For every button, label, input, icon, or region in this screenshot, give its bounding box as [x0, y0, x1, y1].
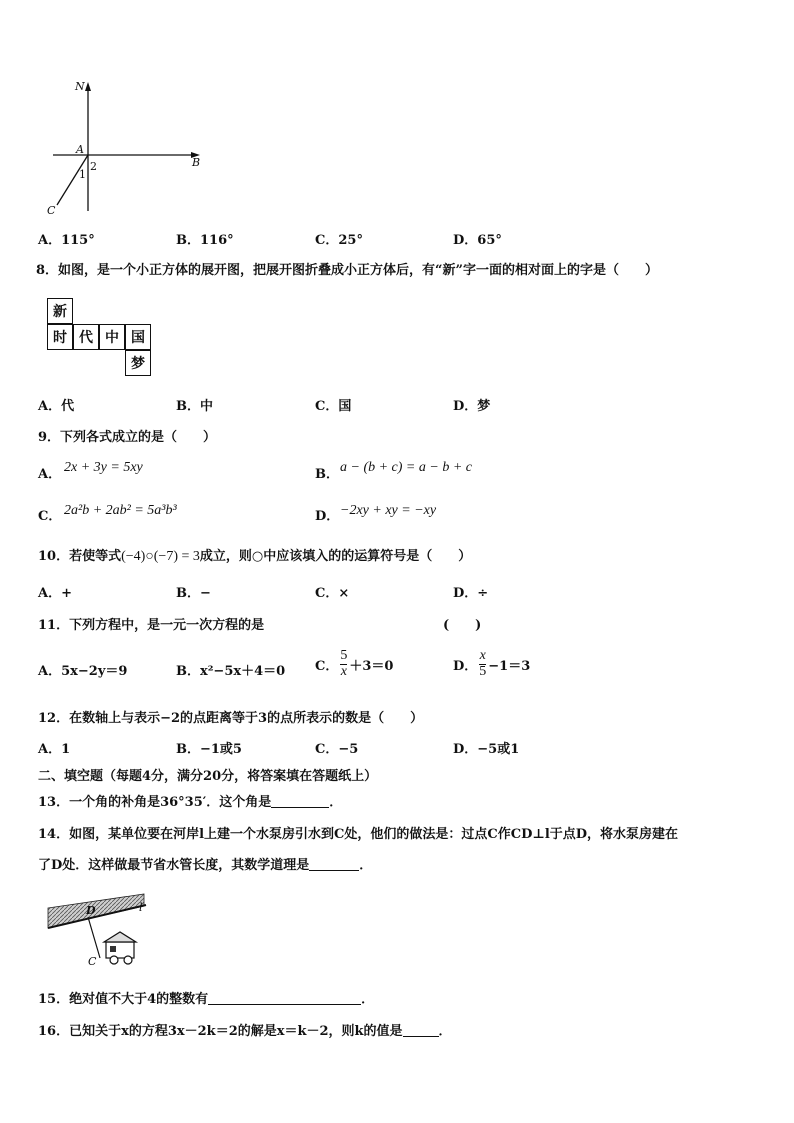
q9-option-d-expr: −2xy + xy = −xy	[340, 503, 437, 518]
q12-option-b[interactable]: B．−1或5	[176, 742, 242, 757]
q11-c-numerator: 5	[340, 648, 348, 663]
q11-c-denominator: x	[340, 663, 347, 679]
q11-option-d-fraction	[479, 649, 486, 679]
q9-option-b-label[interactable]: B．	[315, 467, 339, 482]
q7-option-a[interactable]: A．115°	[38, 233, 95, 248]
q8-option-c[interactable]: C．国	[315, 399, 352, 414]
q13-end: ．	[329, 795, 343, 810]
q11-option-a[interactable]: A．5x−2y＝9	[38, 664, 128, 679]
q12-option-c[interactable]: C．−5	[315, 742, 359, 757]
q14-label-l: l	[139, 901, 143, 914]
q11-option-c-fraction	[340, 649, 347, 679]
q9-option-d-label[interactable]: D．	[315, 509, 340, 524]
q8-option-a[interactable]: A．代	[38, 399, 75, 414]
q11-option-d[interactable]	[453, 649, 530, 679]
q7-angle-2: 2	[90, 160, 97, 173]
q8-cell-zhong: 中	[99, 324, 125, 350]
q14-line-1: 14．如图，某单位要在河岸l上建一个水泵房引水到C处，他们的做法是：过点C作CD⊥l于点D，将水泵房建在	[38, 827, 679, 842]
q8-cell-dai: 代	[73, 324, 99, 350]
q11-option-b[interactable]: B．x²−5x＋4＝0	[176, 664, 286, 679]
q7-angle-figure	[40, 78, 220, 223]
q16-text: 16．已知关于x的方程3x－2k＝2的解是x＝k－2，则k的值是	[38, 1024, 403, 1039]
q8-cell-shi: 时	[47, 324, 73, 350]
q11-option-c-rest: ＋3＝0	[349, 658, 394, 674]
q11-question: 11．下列方程中，是一元一次方程的是	[38, 618, 265, 633]
q16-end: ．	[438, 1024, 452, 1039]
q7-option-d[interactable]: D．65°	[453, 233, 502, 248]
q14-line-2-text: 了D处．这样做最节省水管长度，其数学道理是	[38, 858, 310, 873]
q8-cell-meng: 梦	[125, 350, 151, 376]
q13-text: 13．一个角的补角是36°35′．这个角是	[38, 795, 272, 810]
q10-text-post: 成立，则○中应该填入的的运算符号是（ ）	[199, 549, 472, 564]
q10-text-pre: 10．若使等式	[38, 549, 122, 564]
q11-option-c-label: C．	[315, 658, 339, 674]
q7-angle-1: 1	[79, 168, 86, 181]
q8-cell-guo: 国	[125, 324, 151, 350]
q14-river-figure	[44, 890, 154, 970]
q8-question: 8．如图，是一个小正方体的展开图，把展开图折叠成小正方体后，有“新”字一面的相对面上的字是（ ）	[36, 263, 659, 278]
q14-answer-blank[interactable]	[309, 858, 359, 871]
q16-question	[38, 1020, 452, 1039]
q9-question: 9．下列各式成立的是（ ）	[38, 430, 217, 445]
q16-answer-blank[interactable]	[403, 1024, 439, 1037]
q14-end: ．	[359, 858, 373, 873]
q14-line-2	[38, 854, 372, 873]
q11-option-d-rest: −1＝3	[488, 658, 531, 674]
q11-d-numerator: x	[479, 648, 486, 663]
q8-option-d[interactable]: D．梦	[453, 399, 491, 414]
q14-label-d: D	[86, 904, 96, 917]
q10-question	[38, 545, 471, 565]
q8-option-b[interactable]: B．中	[176, 399, 213, 414]
q12-option-a[interactable]: A．1	[38, 742, 71, 757]
q7-option-b[interactable]: B．116°	[176, 233, 234, 248]
q9-option-a-expr: 2x + 3y = 5xy	[64, 460, 143, 475]
q10-option-a[interactable]: A．+	[38, 586, 72, 601]
q15-answer-blank[interactable]	[208, 992, 361, 1005]
q12-option-d[interactable]: D．−5或1	[453, 742, 520, 757]
q13-question	[38, 791, 342, 810]
q9-option-b-expr: a − (b + c) = a − b + c	[340, 460, 472, 475]
q10-option-d[interactable]: D．÷	[453, 586, 489, 601]
q9-option-c-expr: 2a²b + 2ab² = 5a³b³	[64, 503, 177, 518]
q12-question: 12．在数轴上与表示−2的点距离等于3的点所表示的数是（ ）	[38, 711, 424, 726]
q11-answer-paren: ( )	[443, 618, 482, 633]
q10-expr: (−4)○(−7) = 3	[121, 549, 200, 564]
q8-cell-xin: 新	[47, 298, 73, 324]
q9-option-a-label[interactable]: A．	[38, 467, 62, 482]
q14-label-c: C	[88, 955, 97, 968]
q11-option-d-label: D．	[453, 658, 478, 674]
q7-label-b: B	[192, 156, 201, 169]
q11-d-denominator: 5	[479, 663, 487, 679]
q11-option-c[interactable]	[315, 649, 393, 679]
q7-label-c: C	[47, 204, 56, 217]
section-2-heading: 二、填空题（每题4分，满分20分，将答案填在答题纸上）	[38, 769, 378, 784]
q15-text: 15．绝对值不大于4的整数有	[38, 992, 209, 1007]
q15-end: ．	[361, 992, 375, 1007]
q7-label-a: A	[76, 143, 84, 156]
q10-option-b[interactable]: B．−	[176, 586, 211, 601]
q7-label-n: N	[75, 80, 85, 93]
q9-option-c-label[interactable]: C．	[38, 509, 62, 524]
q13-answer-blank[interactable]	[271, 795, 329, 808]
q7-option-c[interactable]: C．25°	[315, 233, 363, 248]
q10-option-c[interactable]: C．×	[315, 586, 350, 601]
q15-question	[38, 988, 374, 1007]
